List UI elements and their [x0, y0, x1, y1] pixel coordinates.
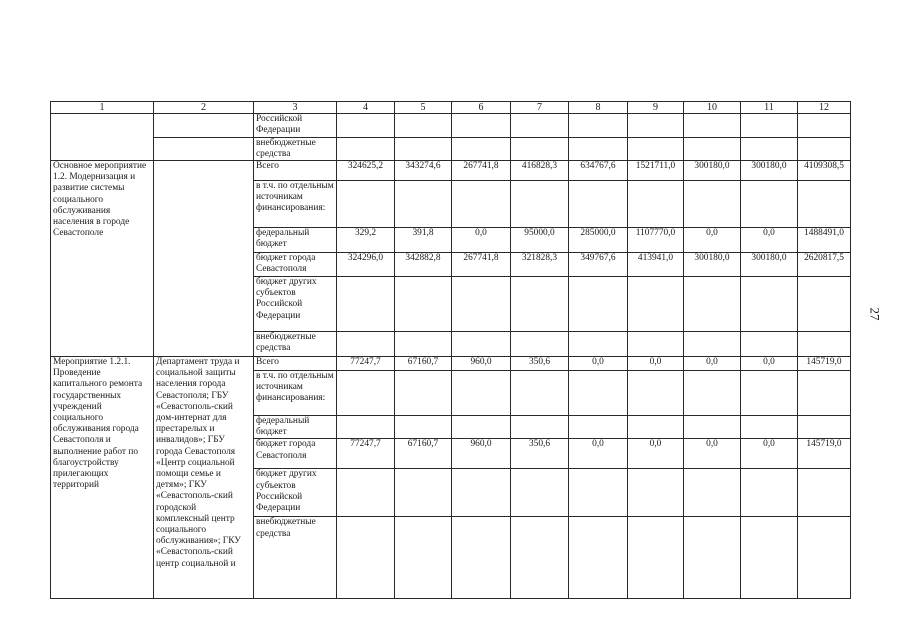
amount-cell: 300180,0 — [741, 253, 798, 277]
amount-cell: 77247,7 — [337, 439, 395, 469]
amount-cell: 0,0 — [569, 357, 628, 371]
amount-cell: 960,0 — [452, 357, 511, 371]
amount-cell — [395, 469, 452, 517]
amount-cell — [628, 277, 684, 332]
column-header: 4 — [337, 102, 395, 114]
amount-cell: 1521711,0 — [628, 161, 684, 181]
activity-name-cell — [51, 114, 154, 161]
column-header: 12 — [798, 102, 851, 114]
amount-cell — [511, 114, 569, 137]
amount-cell — [798, 332, 851, 357]
amount-cell: 0,0 — [569, 439, 628, 469]
amount-cell — [684, 277, 741, 332]
funding-source-cell: Российской Федерации — [254, 114, 337, 137]
amount-cell — [741, 114, 798, 137]
amount-cell — [798, 137, 851, 160]
amount-cell — [684, 517, 741, 599]
amount-cell — [741, 332, 798, 357]
amount-cell — [452, 517, 511, 599]
amount-cell — [569, 114, 628, 137]
funding-source-cell: Всего — [254, 161, 337, 181]
amount-cell: 145719,0 — [798, 357, 851, 371]
amount-cell — [337, 277, 395, 332]
amount-cell — [798, 416, 851, 439]
amount-cell: 267741,8 — [452, 253, 511, 277]
column-header: 10 — [684, 102, 741, 114]
amount-cell: 2620817,5 — [798, 253, 851, 277]
amount-cell — [628, 332, 684, 357]
amount-cell — [684, 469, 741, 517]
column-header: 9 — [628, 102, 684, 114]
activity-name-cell: Основное мероприятие 1.2. Модернизация и развитие системы социального обслуживания населения в городе Севастополе — [51, 161, 154, 357]
amount-cell: 350,6 — [511, 439, 569, 469]
amount-cell: 329,2 — [337, 228, 395, 253]
amount-cell: 324625,2 — [337, 161, 395, 181]
funding-source-cell: бюджет города Севастополя — [254, 253, 337, 277]
amount-cell: 413941,0 — [628, 253, 684, 277]
amount-cell: 267741,8 — [452, 161, 511, 181]
amount-cell: 300180,0 — [684, 253, 741, 277]
header-row — [51, 102, 851, 114]
amount-cell — [628, 371, 684, 416]
amount-cell — [741, 137, 798, 160]
amount-cell — [395, 181, 452, 228]
amount-cell — [798, 517, 851, 599]
amount-cell — [684, 332, 741, 357]
funding-source-cell: внебюджетные средства — [254, 137, 337, 160]
funding-source-cell: бюджет других субъектов Российской Федерации — [254, 277, 337, 332]
budget-table — [50, 101, 851, 599]
amount-cell: 4109308,5 — [798, 161, 851, 181]
amount-cell: 145719,0 — [798, 439, 851, 469]
amount-cell — [569, 416, 628, 439]
amount-cell — [798, 371, 851, 416]
amount-cell — [452, 371, 511, 416]
amount-cell: 67160,7 — [395, 439, 452, 469]
amount-cell — [337, 181, 395, 228]
amount-cell — [511, 517, 569, 599]
amount-cell — [569, 277, 628, 332]
amount-cell — [395, 517, 452, 599]
amount-cell — [741, 517, 798, 599]
amount-cell — [452, 416, 511, 439]
table-row — [51, 114, 851, 137]
amount-cell: 0,0 — [684, 357, 741, 371]
amount-cell — [628, 517, 684, 599]
amount-cell: 343274,6 — [395, 161, 452, 181]
amount-cell — [511, 277, 569, 332]
amount-cell — [511, 469, 569, 517]
column-header: 6 — [452, 102, 511, 114]
amount-cell — [798, 469, 851, 517]
amount-cell — [684, 416, 741, 439]
amount-cell — [798, 181, 851, 228]
amount-cell — [569, 371, 628, 416]
amount-cell — [395, 371, 452, 416]
column-header: 1 — [51, 102, 154, 114]
page-number: 27 — [867, 307, 883, 321]
amount-cell — [511, 371, 569, 416]
amount-cell — [741, 469, 798, 517]
amount-cell — [569, 517, 628, 599]
amount-cell — [628, 137, 684, 160]
amount-cell: 0,0 — [741, 439, 798, 469]
amount-cell: 77247,7 — [337, 357, 395, 371]
amount-cell — [569, 332, 628, 357]
executor-cell — [154, 161, 254, 357]
amount-cell — [337, 114, 395, 137]
table-row — [51, 137, 851, 160]
amount-cell — [569, 137, 628, 160]
amount-cell — [684, 114, 741, 137]
amount-cell — [511, 137, 569, 160]
amount-cell — [684, 137, 741, 160]
activity-name-cell: Мероприятие 1.2.1. Проведение капитального ремонта государственных учреждений социального обслуживания города Севастополя и выполнение работ по благоустройству прилегающих территорий — [51, 357, 154, 599]
amount-cell — [395, 277, 452, 332]
amount-cell: 0,0 — [628, 357, 684, 371]
amount-cell: 342882,8 — [395, 253, 452, 277]
amount-cell — [741, 416, 798, 439]
amount-cell — [337, 416, 395, 439]
amount-cell — [337, 517, 395, 599]
funding-source-cell: в т.ч. по отдельным источникам финансирования: — [254, 181, 337, 228]
funding-source-cell: Всего — [254, 357, 337, 371]
amount-cell — [511, 416, 569, 439]
amount-cell: 0,0 — [684, 228, 741, 253]
amount-cell: 67160,7 — [395, 357, 452, 371]
amount-cell — [395, 114, 452, 137]
funding-source-cell: федеральный бюджет — [254, 228, 337, 253]
column-header: 3 — [254, 102, 337, 114]
executor-cell — [154, 114, 254, 137]
column-header: 5 — [395, 102, 452, 114]
funding-source-cell: в т.ч. по отдельным источникам финансирования: — [254, 371, 337, 416]
amount-cell: 324296,0 — [337, 253, 395, 277]
amount-cell — [395, 332, 452, 357]
amount-cell: 349767,6 — [569, 253, 628, 277]
amount-cell — [395, 137, 452, 160]
amount-cell: 416828,3 — [511, 161, 569, 181]
executor-cell — [154, 137, 254, 160]
amount-cell: 95000,0 — [511, 228, 569, 253]
amount-cell — [452, 181, 511, 228]
amount-cell: 391,8 — [395, 228, 452, 253]
table-row — [51, 161, 851, 181]
amount-cell — [798, 114, 851, 137]
funding-source-cell: внебюджетные средства — [254, 332, 337, 357]
amount-cell — [337, 371, 395, 416]
table-row — [51, 357, 851, 371]
amount-cell: 1107770,0 — [628, 228, 684, 253]
amount-cell: 321828,3 — [511, 253, 569, 277]
amount-cell: 0,0 — [684, 439, 741, 469]
amount-cell — [337, 137, 395, 160]
amount-cell — [741, 371, 798, 416]
amount-cell: 960,0 — [452, 439, 511, 469]
funding-source-cell: внебюджетные средства — [254, 517, 337, 599]
amount-cell: 285000,0 — [569, 228, 628, 253]
amount-cell: 1488491,0 — [798, 228, 851, 253]
amount-cell — [511, 181, 569, 228]
amount-cell — [628, 114, 684, 137]
amount-cell: 634767,6 — [569, 161, 628, 181]
amount-cell: 0,0 — [452, 228, 511, 253]
amount-cell — [684, 371, 741, 416]
column-header: 7 — [511, 102, 569, 114]
amount-cell — [684, 181, 741, 228]
column-header: 11 — [741, 102, 798, 114]
column-header: 8 — [569, 102, 628, 114]
amount-cell — [452, 469, 511, 517]
amount-cell — [452, 332, 511, 357]
amount-cell — [628, 469, 684, 517]
amount-cell — [452, 114, 511, 137]
amount-cell — [511, 332, 569, 357]
amount-cell — [452, 277, 511, 332]
amount-cell — [337, 469, 395, 517]
amount-cell — [337, 332, 395, 357]
amount-cell: 0,0 — [741, 357, 798, 371]
amount-cell — [628, 416, 684, 439]
executor-cell: Департамент труда и социальной защиты населения города Севастополя; ГБУ «Севастополь-ский дом-интернат для престарелых и инвалидов»; ГБУ города Севастополя «Центр социальной помощи семье и детям»; ГКУ «Севастополь-ский городской комплексный центр социального обслуживания»; ГКУ «Севастополь-ский центр социальной и — [154, 357, 254, 599]
amount-cell — [395, 416, 452, 439]
funding-source-cell: бюджет других субъектов Российской Федерации — [254, 469, 337, 517]
amount-cell — [741, 277, 798, 332]
amount-cell: 350,6 — [511, 357, 569, 371]
amount-cell — [452, 137, 511, 160]
amount-cell: 0,0 — [628, 439, 684, 469]
amount-cell: 0,0 — [741, 228, 798, 253]
funding-source-cell: федеральный бюджет — [254, 416, 337, 439]
amount-cell — [569, 181, 628, 228]
amount-cell — [798, 277, 851, 332]
amount-cell — [628, 181, 684, 228]
column-header: 2 — [154, 102, 254, 114]
amount-cell — [741, 181, 798, 228]
amount-cell: 300180,0 — [684, 161, 741, 181]
amount-cell — [569, 469, 628, 517]
amount-cell: 300180,0 — [741, 161, 798, 181]
funding-source-cell: бюджет города Севастополя — [254, 439, 337, 469]
